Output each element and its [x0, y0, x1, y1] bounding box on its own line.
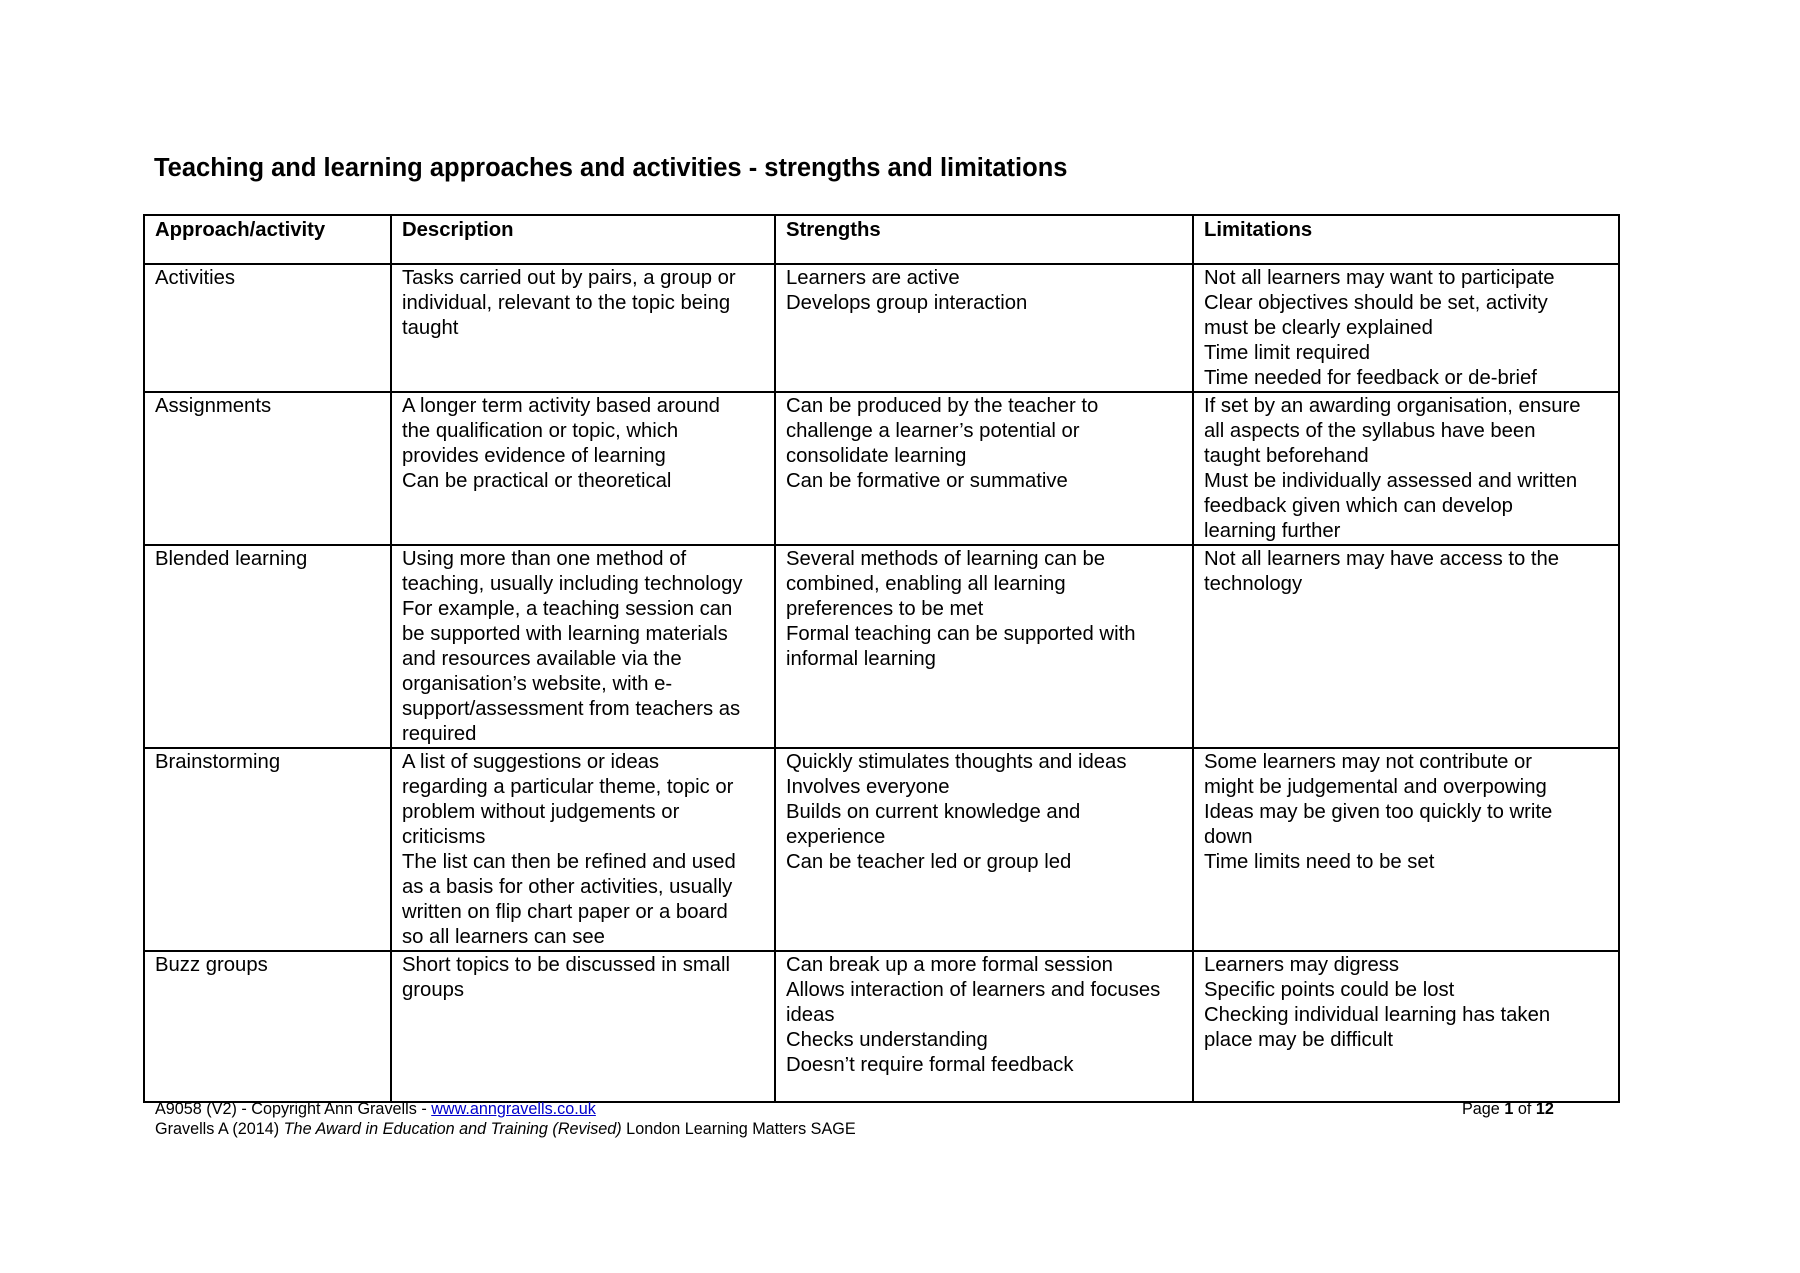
strengths-line: Can be formative or summative [786, 470, 1068, 492]
limitations-line: Some learners may not contribute or [1204, 751, 1533, 773]
footer-citation-line [155, 1119, 856, 1139]
approach-cell: Assignments [144, 392, 391, 545]
page-label: Page [1462, 1100, 1505, 1118]
limitations-line: technology [1204, 573, 1303, 595]
limitations-line: Checking individual learning has taken [1204, 1004, 1551, 1026]
table-header-row [144, 215, 1619, 264]
strengths-line: Develops group interaction [786, 292, 1028, 314]
table-row [144, 392, 1619, 545]
description-line: criticisms [402, 826, 486, 848]
description-line: The list can then be refined and used [402, 851, 736, 873]
table-row [144, 748, 1619, 951]
strengths-line: Allows interaction of learners and focuses [786, 979, 1161, 1001]
description-line: Tasks carried out by pairs, a group or [402, 267, 736, 289]
description-line: organisation’s website, with e- [402, 673, 673, 695]
limitations-line: down [1204, 826, 1253, 848]
table-row [144, 951, 1619, 1102]
limitations-line: Ideas may be given too quickly to write [1204, 801, 1553, 823]
limitations-cell [1193, 392, 1619, 545]
strengths-line: Doesn’t require formal feedback [786, 1054, 1074, 1076]
description-line: Using more than one method of [402, 548, 687, 570]
description-line: taught [402, 317, 459, 339]
limitations-line: Not all learners may have access to the [1204, 548, 1560, 570]
header-approach: Approach/activity [144, 215, 391, 264]
citation-author: Gravells A (2014) [155, 1120, 284, 1138]
description-line: the qualification or topic, which [402, 420, 679, 442]
limitations-line: might be judgemental and overpowing [1204, 776, 1547, 798]
description-line: provides evidence of learning [402, 445, 666, 467]
description-cell [391, 392, 775, 545]
description-line: and resources available via the [402, 648, 682, 670]
limitations-cell [1193, 951, 1619, 1102]
strengths-line: Can be teacher led or group led [786, 851, 1072, 873]
description-line: teaching, usually including technology [402, 573, 743, 595]
strengths-line: informal learning [786, 648, 936, 670]
website-link[interactable]: www.anngravells.co.uk [431, 1100, 596, 1118]
description-line: be supported with learning materials [402, 623, 728, 645]
strengths-line: ideas [786, 1004, 835, 1026]
description-line: regarding a particular theme, topic or [402, 776, 734, 798]
strengths-line: Formal teaching can be supported with [786, 623, 1136, 645]
strengths-line: consolidate learning [786, 445, 967, 467]
approaches-table [143, 214, 1620, 1103]
description-line: A longer term activity based around [402, 395, 720, 417]
description-line: support/assessment from teachers as [402, 698, 741, 720]
description-line: Short topics to be discussed in small [402, 954, 731, 976]
strengths-line: Can be produced by the teacher to [786, 395, 1099, 417]
footer [155, 1099, 856, 1139]
limitations-line: Time limit required [1204, 342, 1371, 364]
approach-cell: Activities [144, 264, 391, 392]
strengths-line: combined, enabling all learning [786, 573, 1066, 595]
description-cell [391, 951, 775, 1102]
limitations-line: Time limits need to be set [1204, 851, 1435, 873]
limitations-line: taught beforehand [1204, 445, 1369, 467]
description-line: individual, relevant to the topic being [402, 292, 731, 314]
strengths-line: experience [786, 826, 886, 848]
approach-cell: Buzz groups [144, 951, 391, 1102]
description-line: problem without judgements or [402, 801, 680, 823]
description-line: written on flip chart paper or a board [402, 901, 728, 923]
limitations-line: Not all learners may want to participate [1204, 267, 1555, 289]
page-total: 12 [1535, 1100, 1554, 1118]
limitations-line: all aspects of the syllabus have been [1204, 420, 1536, 442]
page-current: 1 [1504, 1100, 1514, 1118]
limitations-line: place may be difficult [1204, 1029, 1394, 1051]
page-of: of [1513, 1100, 1536, 1118]
limitations-line: Time needed for feedback or de-brief [1204, 367, 1537, 389]
description-line: Can be practical or theoretical [402, 470, 672, 492]
strengths-line: Checks understanding [786, 1029, 988, 1051]
approach-cell: Blended learning [144, 545, 391, 748]
citation-publisher: London Learning Matters SAGE [621, 1120, 856, 1138]
limitations-line: Must be individually assessed and written [1204, 470, 1578, 492]
strengths-line: preferences to be met [786, 598, 984, 620]
strengths-line: Builds on current knowledge and [786, 801, 1081, 823]
description-cell [391, 545, 775, 748]
strengths-line: Involves everyone [786, 776, 950, 798]
limitations-line: must be clearly explained [1204, 317, 1433, 339]
description-line: as a basis for other activities, usually [402, 876, 733, 898]
table-row [144, 545, 1619, 748]
page-number [1462, 1099, 1554, 1119]
description-cell [391, 264, 775, 392]
limitations-line: Learners may digress [1204, 954, 1400, 976]
footer-copyright-line [155, 1099, 856, 1119]
strengths-cell [775, 951, 1193, 1102]
strengths-line: Can break up a more formal session [786, 954, 1113, 976]
footer-copyright-text: A9058 (V2) - Copyright Ann Gravells - [155, 1100, 432, 1118]
strengths-line: Quickly stimulates thoughts and ideas [786, 751, 1127, 773]
description-line: For example, a teaching session can [402, 598, 733, 620]
description-line: groups [402, 979, 465, 1001]
approach-cell: Brainstorming [144, 748, 391, 951]
description-line: so all learners can see [402, 926, 605, 948]
strengths-line: challenge a learner’s potential or [786, 420, 1080, 442]
citation-title: The Award in Education and Training (Revised) [283, 1120, 622, 1138]
limitations-line: learning further [1204, 520, 1341, 542]
strengths-cell [775, 748, 1193, 951]
limitations-line: Clear objectives should be set, activity [1204, 292, 1548, 314]
strengths-cell [775, 545, 1193, 748]
page-title: Teaching and learning approaches and activities - strengths and limitations [154, 154, 1068, 182]
description-line: required [402, 723, 477, 745]
strengths-line: Several methods of learning can be [786, 548, 1106, 570]
header-limitations: Limitations [1193, 215, 1619, 264]
limitations-cell [1193, 545, 1619, 748]
strengths-line: Learners are active [786, 267, 960, 289]
limitations-cell [1193, 264, 1619, 392]
strengths-cell [775, 264, 1193, 392]
description-cell [391, 748, 775, 951]
description-line: A list of suggestions or ideas [402, 751, 660, 773]
header-strengths: Strengths [775, 215, 1193, 264]
limitations-line: Specific points could be lost [1204, 979, 1455, 1001]
limitations-cell [1193, 748, 1619, 951]
strengths-cell [775, 392, 1193, 545]
table-row [144, 264, 1619, 392]
limitations-line: feedback given which can develop [1204, 495, 1513, 517]
header-description: Description [391, 215, 775, 264]
limitations-line: If set by an awarding organisation, ensure [1204, 395, 1581, 417]
